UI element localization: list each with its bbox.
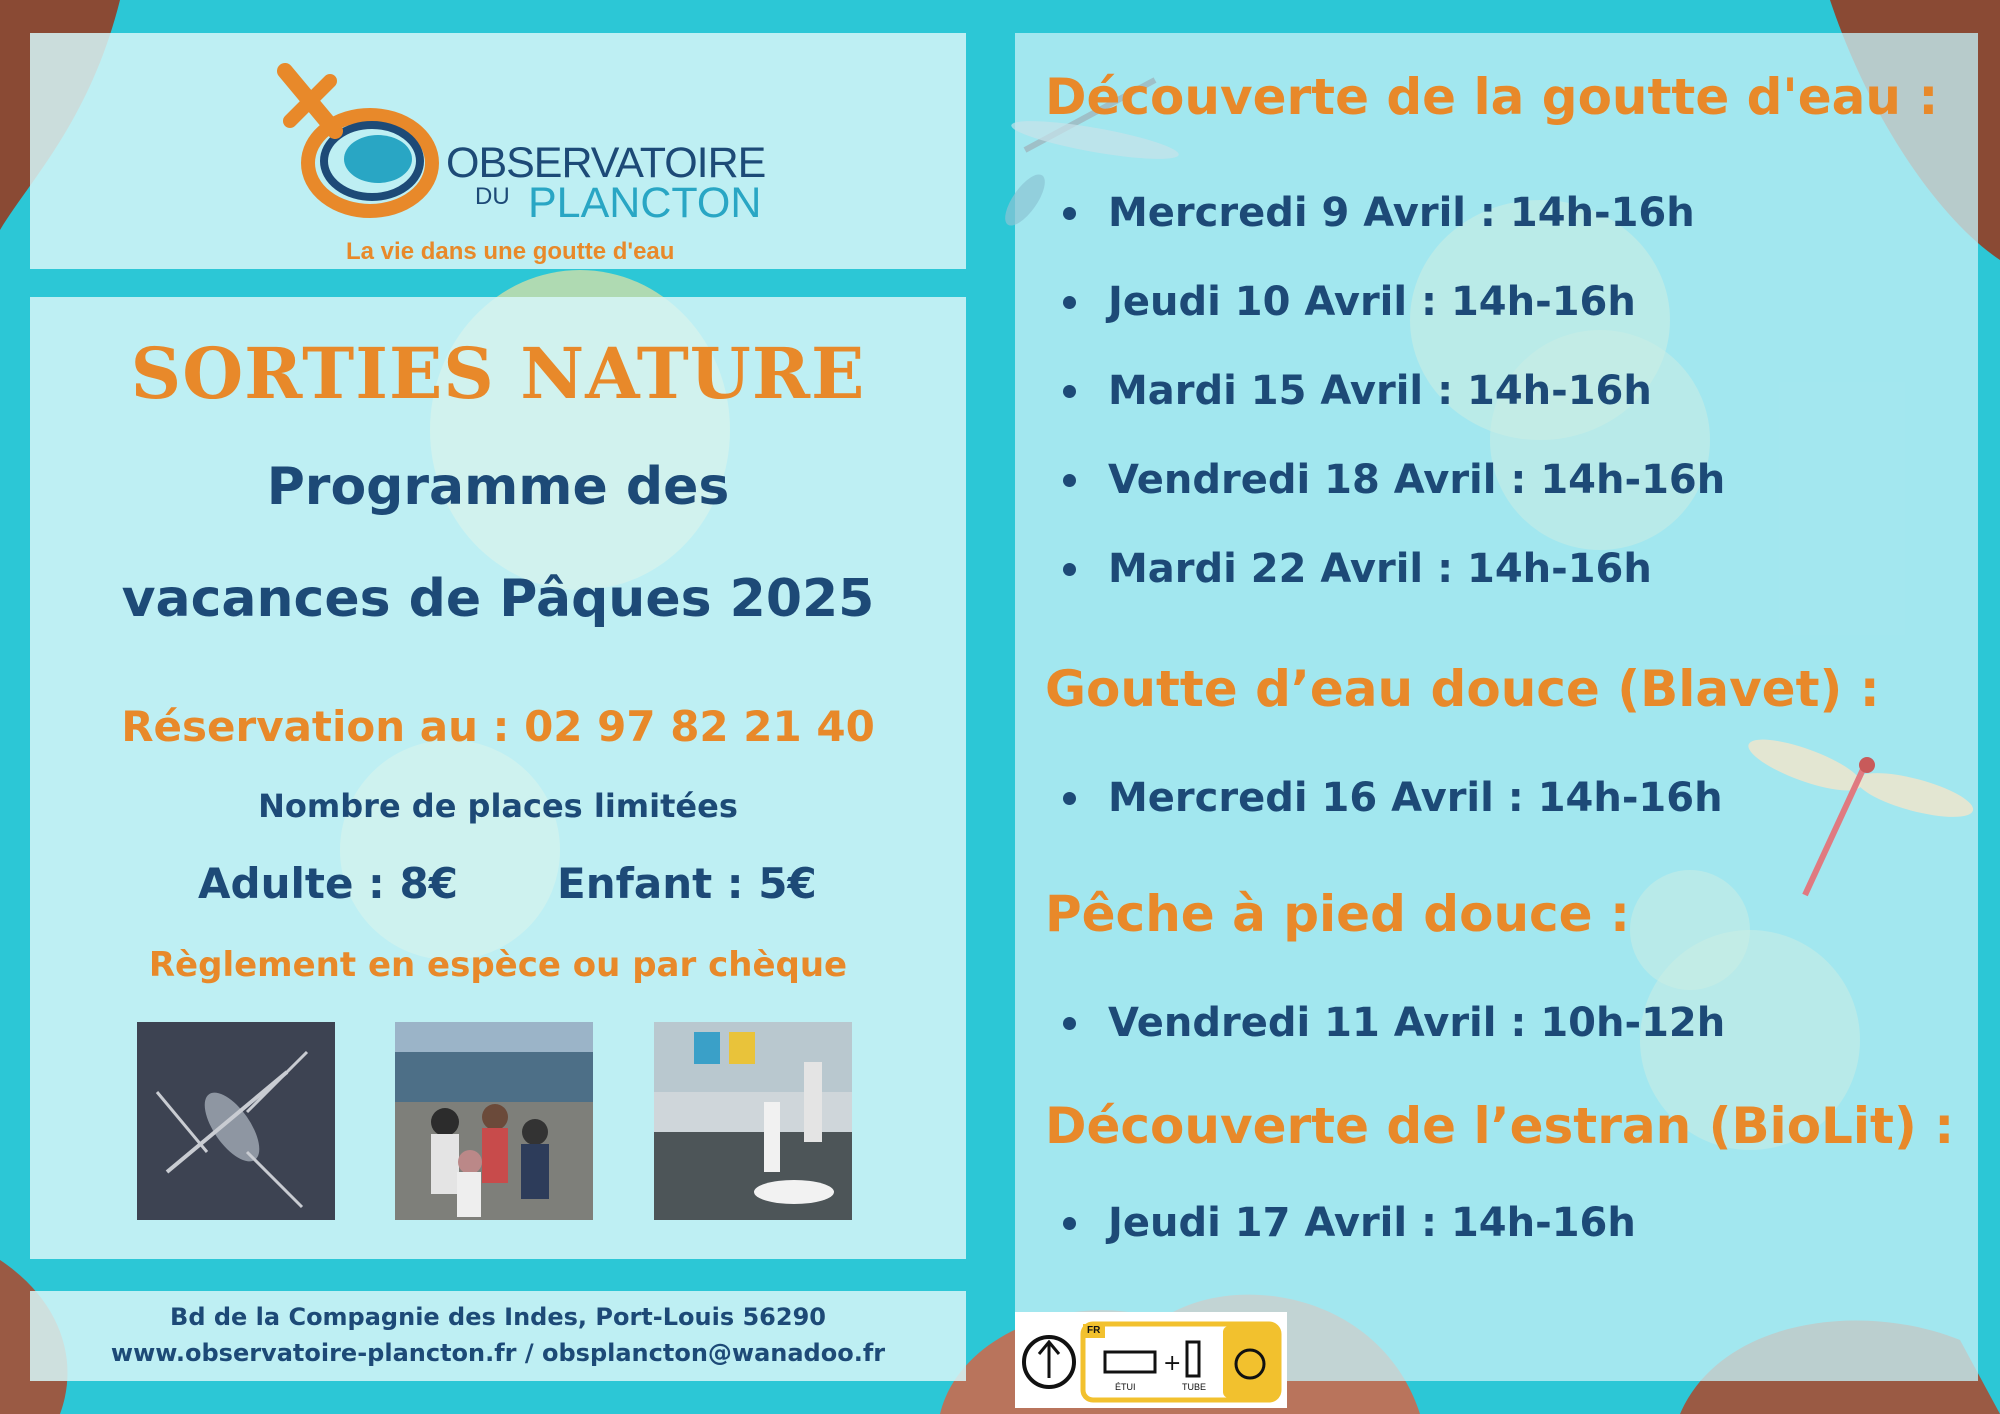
payment-info: Règlement en espèce ou par chèque	[148, 945, 848, 985]
recycling-label	[1015, 1312, 1287, 1408]
address: Bd de la Compagnie des Indes, Port-Louis 56290	[170, 1303, 826, 1331]
bullet-icon	[1063, 385, 1076, 398]
microscope-room-photo	[654, 1022, 852, 1220]
limited-places: Nombre de places limitées	[258, 787, 738, 825]
activity-heading-eau-douce: Goutte d’eau douce (Blavet) :	[1045, 660, 1880, 718]
page-title: SORTIES NATURE	[130, 332, 866, 415]
bullet-icon	[1063, 563, 1076, 576]
bullet-icon	[1063, 296, 1076, 309]
group-outing-photo	[395, 1022, 593, 1220]
logo-plancton: PLANCTON	[528, 179, 762, 227]
plankton-photo	[137, 1022, 335, 1220]
list-item: Mardi 22 Avril : 14h-16h	[1063, 546, 1652, 592]
list-item: Mercredi 9 Avril : 14h-16h	[1063, 190, 1695, 236]
bullet-icon	[1063, 1217, 1076, 1230]
subtitle-line1: Programme des	[266, 457, 730, 517]
activity-heading-peche: Pêche à pied douce :	[1045, 885, 1630, 943]
red-dragonfly-icon	[1745, 725, 1975, 900]
bullet-icon	[1063, 792, 1076, 805]
subtitle-line2: vacances de Pâques 2025	[121, 569, 875, 629]
activity-heading-estran: Découverte de l’estran (BioLit) :	[1045, 1097, 1955, 1155]
bullet-icon	[1063, 207, 1076, 220]
recycling-country: FR	[1087, 1325, 1101, 1336]
activity-heading-goutte-eau: Découverte de la goutte d'eau :	[1045, 68, 1939, 126]
bullet-icon	[1063, 474, 1076, 487]
list-item: Jeudi 10 Avril : 14h-16h	[1063, 279, 1636, 325]
logo-title: OBSERVATOIRE	[446, 139, 766, 187]
adult-price: Adulte : 8€	[198, 859, 458, 908]
recycling-label2: TUBE	[1182, 1382, 1207, 1392]
logo-tagline: La vie dans une goutte d'eau	[346, 238, 675, 265]
bullet-icon	[1063, 1017, 1076, 1030]
list-item: Mardi 15 Avril : 14h-16h	[1063, 368, 1652, 414]
magnifier-logo-icon	[250, 51, 460, 251]
list-item: Vendredi 11 Avril : 10h-12h	[1063, 1000, 1725, 1046]
recycling-label1: ÉTUI	[1115, 1382, 1136, 1392]
logo-du: DU	[475, 183, 510, 210]
contact-info: www.observatoire-plancton.fr / obsplancton@wanadoo.fr	[110, 1339, 886, 1367]
logo-panel	[30, 33, 966, 269]
list-item: Vendredi 18 Avril : 14h-16h	[1063, 457, 1725, 503]
list-item: Jeudi 17 Avril : 14h-16h	[1063, 1200, 1636, 1246]
svg-text:+: +	[1163, 1351, 1182, 1376]
reservation-phone: Réservation au : 02 97 82 21 40	[121, 702, 875, 751]
footer-panel	[30, 1291, 966, 1381]
list-item: Mercredi 16 Avril : 14h-16h	[1063, 775, 1723, 821]
child-price: Enfant : 5€	[557, 859, 817, 908]
